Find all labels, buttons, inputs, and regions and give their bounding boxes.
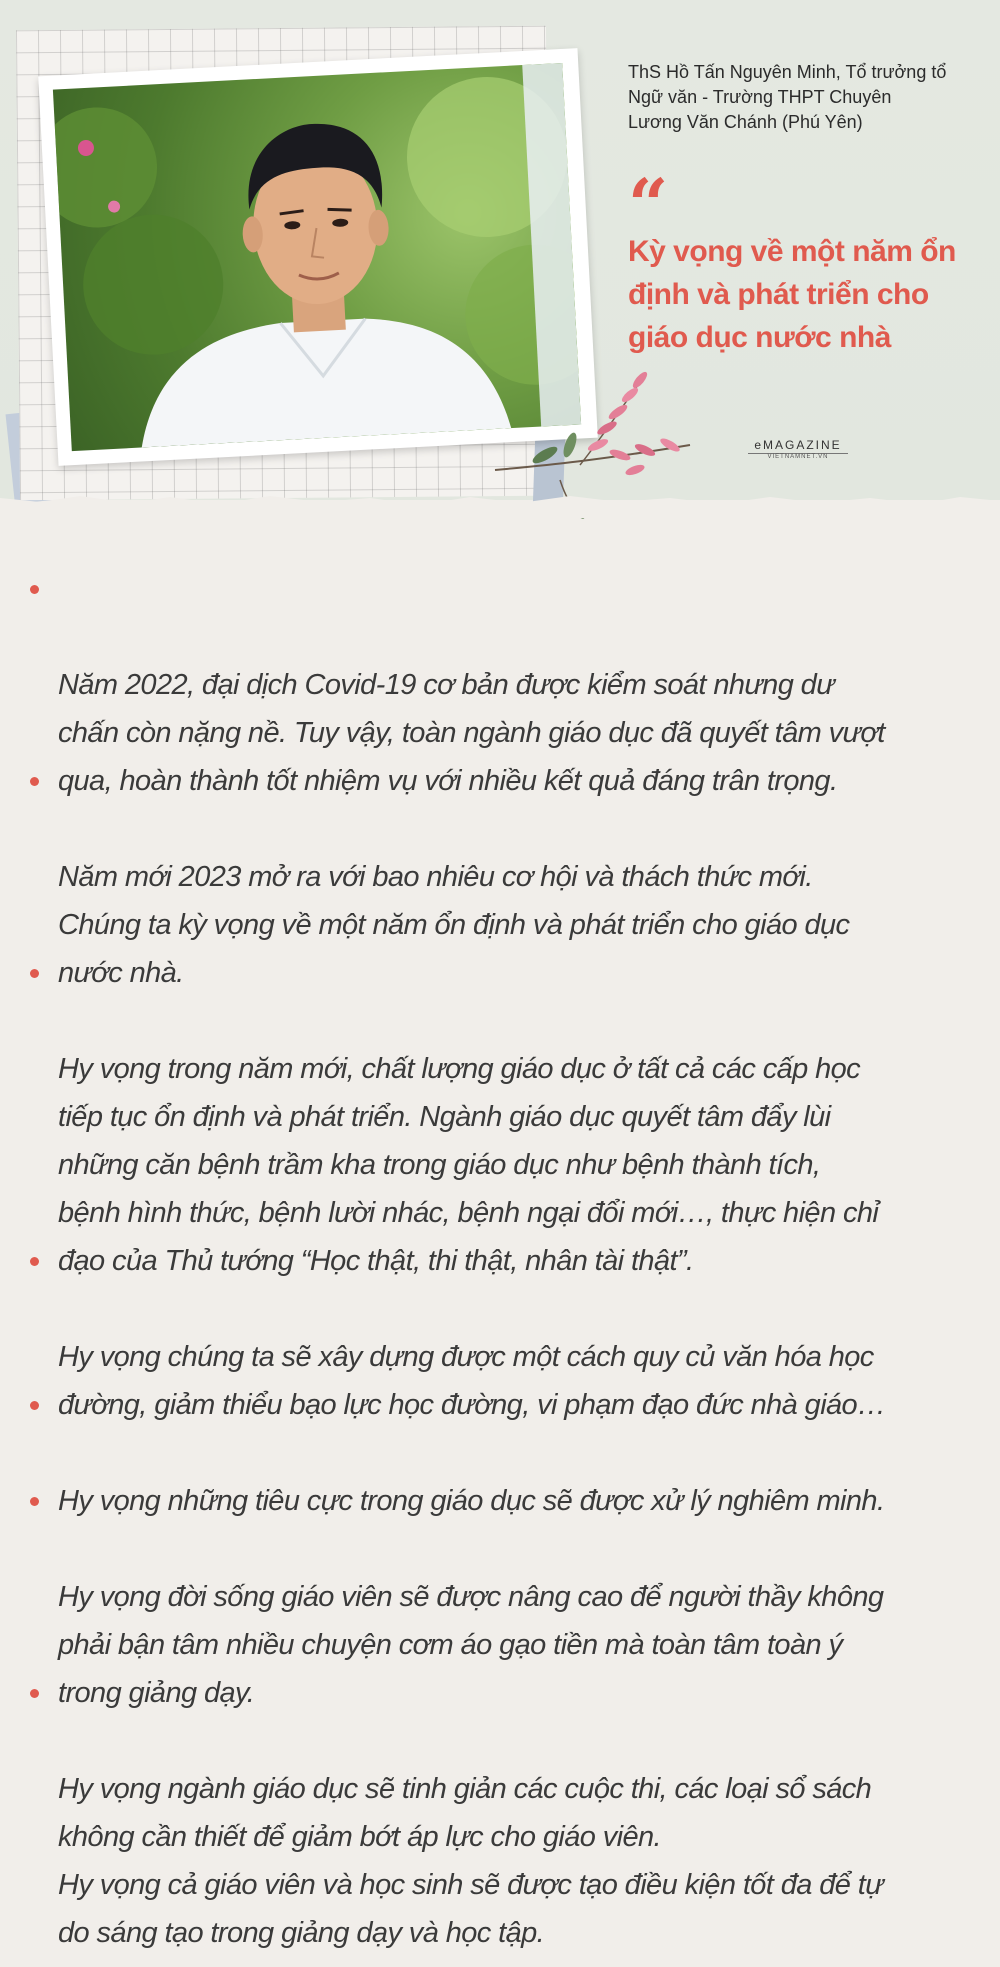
emagazine-logo — [748, 438, 848, 460]
list-item-text: Năm 2022, đại dịch Covid-19 cơ bản được kiểm soát nhưng dư chấn còn nặng nề. Tuy vậy, toàn ngành giáo dục đã quyết tâm vượt qua, hoàn thành tốt nhiệm vụ với nhiều kết quả đáng trân trọng. — [58, 669, 885, 797]
bullet-dot-icon — [30, 1257, 39, 1266]
bullet-dot-icon — [30, 585, 39, 594]
brand-sub-text: VIETNAMNET.VN — [748, 453, 848, 460]
header-banner — [0, 0, 1000, 500]
bullet-dot-icon — [30, 969, 39, 978]
bullet-dot-icon — [30, 777, 39, 786]
list-item-text: Hy vọng trong năm mới, chất lượng giáo dục ở tất cả các cấp học tiếp tục ổn định và phát triển. Ngành giáo dục quyết tâm đẩy lùi những căn bệnh trầm kha trong giáo dục như bệnh thành tích, bệnh hình thức, bệnh lười nhác, bệnh ngại đổi mới…, thực hiện chỉ đạo của Thủ tướng “Học thật, thi thật, nhân tài thật”. — [58, 1053, 879, 1277]
list-item-text: Hy vọng những tiêu cực trong giáo dục sẽ được xử lý nghiêm minh. — [58, 1485, 885, 1517]
headline-quote: Kỳ vọng về một năm ổn định và phát triển cho giáo dục nước nhà — [628, 235, 956, 354]
list-item — [30, 1669, 883, 1957]
torn-paper-edge — [0, 488, 1000, 518]
quote-mark-icon: “ — [628, 163, 669, 246]
brand-main-text: eMAGAZINE — [754, 438, 842, 452]
list-item-text: Hy vọng ngành giáo dục sẽ tinh giản các cuộc thi, các loại sổ sách không cần thiết để giảm bớt áp lực cho giáo viên. Hy vọng cả giáo viên và học sinh sẽ được tạo điều kiện tốt đa để tự do sáng tạo trong giảng dạy và học tập. — [58, 1773, 883, 1949]
list-item — [30, 949, 878, 1285]
bullet-dot-icon — [30, 1497, 39, 1506]
bullet-dot-icon — [30, 1401, 39, 1410]
list-item-text: Hy vọng đời sống giáo viên sẽ được nâng cao để người thầy không phải bận tâm nhiều chuyện cơm áo gạo tiền mà toàn tâm toàn ý trong giảng dạy. — [58, 1581, 884, 1709]
author-byline: ThS Hồ Tấn Nguyên Minh, Tổ trưởng tổ Ngữ văn - Trường THPT Chuyên Lương Văn Chánh (Phú Yên) — [628, 62, 947, 132]
list-item-text: Năm mới 2023 mở ra với bao nhiêu cơ hội và thách thức mới. Chúng ta kỳ vọng về một năm ổn định và phát triển cho giáo dục nước nhà. — [58, 861, 850, 989]
list-item-text: Hy vọng chúng ta sẽ xây dựng được một cách quy củ văn hóa học đường, giảm thiểu bạo lực học đường, vi phạm đạo đức nhà giáo… — [58, 1341, 886, 1421]
bullet-dot-icon — [30, 1689, 39, 1698]
